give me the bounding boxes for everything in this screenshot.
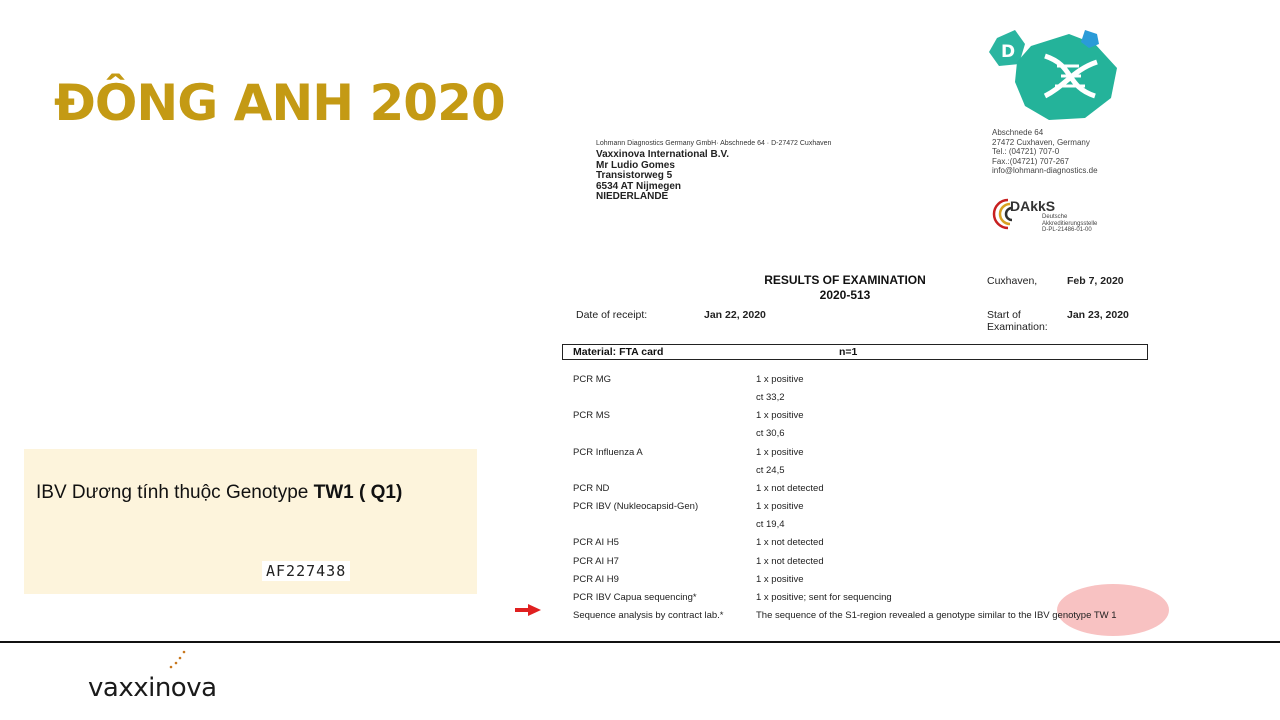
address-line: Fax.:(04721) 707-267: [992, 156, 1069, 166]
report-date: Feb 7, 2020: [1067, 275, 1124, 287]
result-value: ct 24,5: [756, 464, 785, 476]
result-value: 1 x not detected: [756, 537, 824, 549]
accreditation-line: D-PL-21486-01-00: [1042, 227, 1092, 233]
recipient-line: Vaxxinova International B.V.: [596, 149, 730, 160]
start-date: Jan 23, 2020: [1067, 309, 1129, 321]
lab-logo-icon: [985, 26, 1121, 124]
address-line: Tel.: (04721) 707-0: [992, 147, 1060, 156]
result-value: 1 x positive: [756, 501, 804, 513]
material-count: n=1: [839, 346, 858, 358]
svg-text:D: D: [1001, 42, 1016, 62]
address-line: info@lohmann-diagnostics.de: [992, 166, 1098, 175]
start-label: Start of: [987, 309, 1021, 321]
accreditation-badge: [990, 194, 1120, 234]
result-value: 1 x not detected: [756, 482, 824, 494]
result-label: PCR IBV (Nukleocapsid-Gen): [573, 501, 699, 513]
brand-name: vaxxinova: [88, 673, 217, 702]
result-value: ct 30,6: [756, 428, 785, 440]
result-label: PCR IBV Capua sequencing*: [573, 591, 697, 603]
sender-line: Lohmann Diagnostics Germany GmbH· Abschnede 64 · D-27472 Cuxhaven: [596, 140, 832, 147]
vaxxinova-logo: [88, 648, 248, 702]
accreditation-name: DAkkS: [1010, 198, 1056, 214]
result-value: The sequence of the S1-region revealed a genotype similar to the IBV genotype TW 1: [756, 609, 1117, 621]
result-value: ct 33,2: [756, 392, 785, 404]
accession-number: AF227438: [262, 561, 350, 581]
receipt-date: Jan 22, 2020: [704, 309, 766, 321]
receipt-label: Date of receipt:: [576, 309, 648, 321]
footer-divider: [0, 641, 1280, 643]
result-label: PCR MG: [573, 374, 611, 385]
material-label: Material: FTA card: [573, 346, 664, 358]
recipient-line: NIEDERLANDE: [596, 191, 669, 202]
result-value: 1 x positive: [756, 573, 804, 585]
result-value: 1 x positive: [756, 410, 804, 422]
result-label: Sequence analysis by contract lab.*: [573, 609, 724, 621]
accreditation-line: Deutsche: [1042, 214, 1068, 220]
result-label: PCR AI H9: [573, 573, 619, 585]
result-label: PCR MS: [573, 410, 610, 422]
recipient-line: Transistorweg 5: [596, 170, 673, 181]
slide-title: ĐÔNG ANH 2020: [54, 74, 505, 132]
lab-address: [992, 128, 1098, 176]
result-value: 1 x not detected: [756, 555, 824, 567]
result-value: 1 x positive; sent for sequencing: [756, 591, 892, 603]
result-label: PCR Influenza A: [573, 446, 643, 458]
accreditation-line: Akkreditierungsstelle: [1042, 220, 1098, 227]
report-title: [750, 273, 940, 303]
red-arrow-icon: [515, 604, 541, 616]
report-city: Cuxhaven,: [987, 275, 1038, 287]
start-label-2: Examination:: [987, 321, 1048, 333]
report-number: 2020-513: [819, 288, 871, 302]
recipient-line: Mr Ludio Gomes: [596, 159, 675, 171]
result-value: ct 19,4: [756, 519, 785, 531]
address-line: Abschnede 64: [992, 128, 1044, 137]
recipient-line: 6534 AT Nijmegen: [596, 180, 682, 192]
genotype-label: TW1 ( Q1): [313, 482, 403, 503]
report-heading: RESULTS OF EXAMINATION: [764, 273, 926, 287]
address-line: 27472 Cuxhaven, Germany: [992, 137, 1090, 147]
note-prefix: IBV Dương tính thuộc Genotype: [36, 482, 314, 503]
genotype-note: [36, 482, 402, 504]
result-value: 1 x positive: [756, 446, 804, 458]
result-value: 1 x positive: [756, 374, 804, 385]
result-label: PCR ND: [573, 482, 610, 494]
recipient-address: [596, 150, 729, 203]
note-box: [24, 449, 477, 594]
result-label: PCR AI H5: [573, 537, 619, 549]
result-label: PCR AI H7: [573, 555, 619, 567]
material-box: [562, 344, 1148, 360]
